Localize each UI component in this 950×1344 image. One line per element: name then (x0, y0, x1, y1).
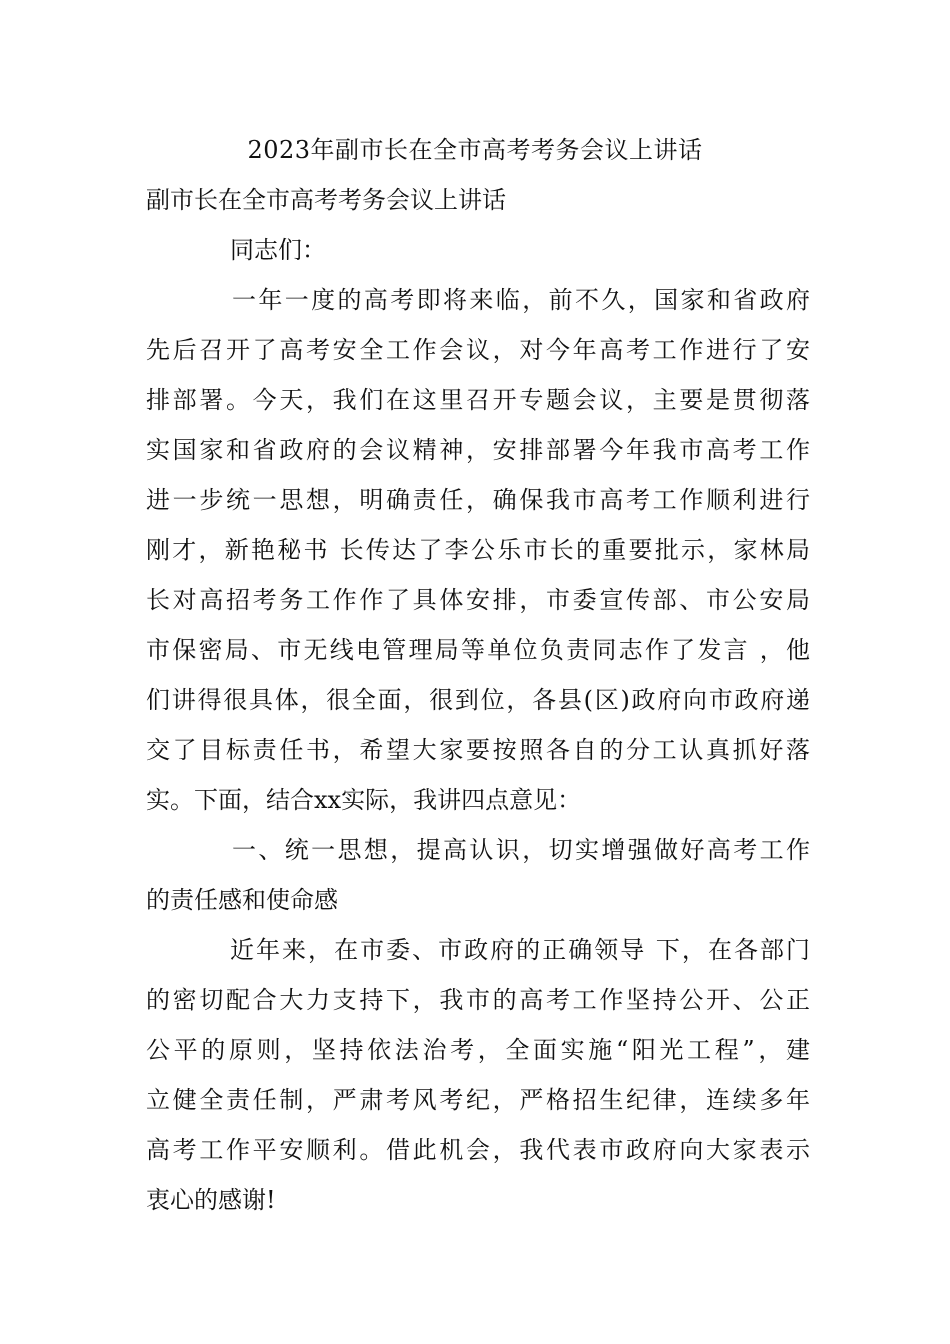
document-subtitle: 副市长在全市高考考务会议上讲话 (146, 186, 506, 214)
paragraph-line: 立健全责任制，严肃考风考纪，严格招生纪律，连续多年 (146, 1086, 810, 1114)
paragraph-line: 进一步统一思想，明确责任，确保我市高考工作顺利进行 (146, 486, 810, 514)
paragraph-line: 刚才，新艳秘书 长传达了李公乐市长的重要批示，家林局 (146, 536, 810, 564)
section-heading-line: 一、统一思想，提高认识，切实增强做好高考工作 (232, 836, 810, 864)
paragraph-line: 们讲得很具体，很全面，很到位，各县(区)政府向市政府递 (146, 686, 810, 714)
paragraph-line: 公平的原则，坚持依法治考，全面实施“阳光工程”，建 (146, 1036, 810, 1064)
paragraph-line: 的密切配合大力支持下，我市的高考工作坚持公开、公正 (146, 986, 810, 1014)
document-title: 2023年副市长在全市高考考务会议上讲话 (247, 136, 703, 164)
paragraph-line: 实。下面，结合xx实际，我讲四点意见： (146, 786, 582, 814)
paragraph-line: 长对高招考务工作作了具体安排，市委宣传部、市公安局 (146, 586, 810, 614)
salutation: 同志们： (230, 236, 326, 264)
paragraph-line: 市保密局、市无线电管理局等单位负责同志作了发言 ，他 (146, 636, 810, 664)
paragraph-line: 排部署。今天，我们在这里召开专题会议，主要是贯彻落 (146, 386, 810, 414)
paragraph-line: 衷心的感谢! (146, 1186, 276, 1214)
section-heading-line: 的责任感和使命感 (146, 886, 338, 914)
paragraph-line: 近年来，在市委、市政府的正确领导 下，在各部门 (230, 936, 810, 964)
paragraph-line: 高考工作平安顺利。借此机会，我代表市政府向大家表示 (146, 1136, 810, 1164)
paragraph-line: 实国家和省政府的会议精神，安排部署今年我市高考工作 (146, 436, 810, 464)
paragraph-line: 一年一度的高考即将来临，前不久，国家和省政府 (232, 286, 810, 314)
paragraph-line: 先后召开了高考安全工作会议，对今年高考工作进行了安 (146, 336, 810, 364)
paragraph-line: 交了目标责任书，希望大家要按照各自的分工认真抓好落 (146, 736, 810, 764)
